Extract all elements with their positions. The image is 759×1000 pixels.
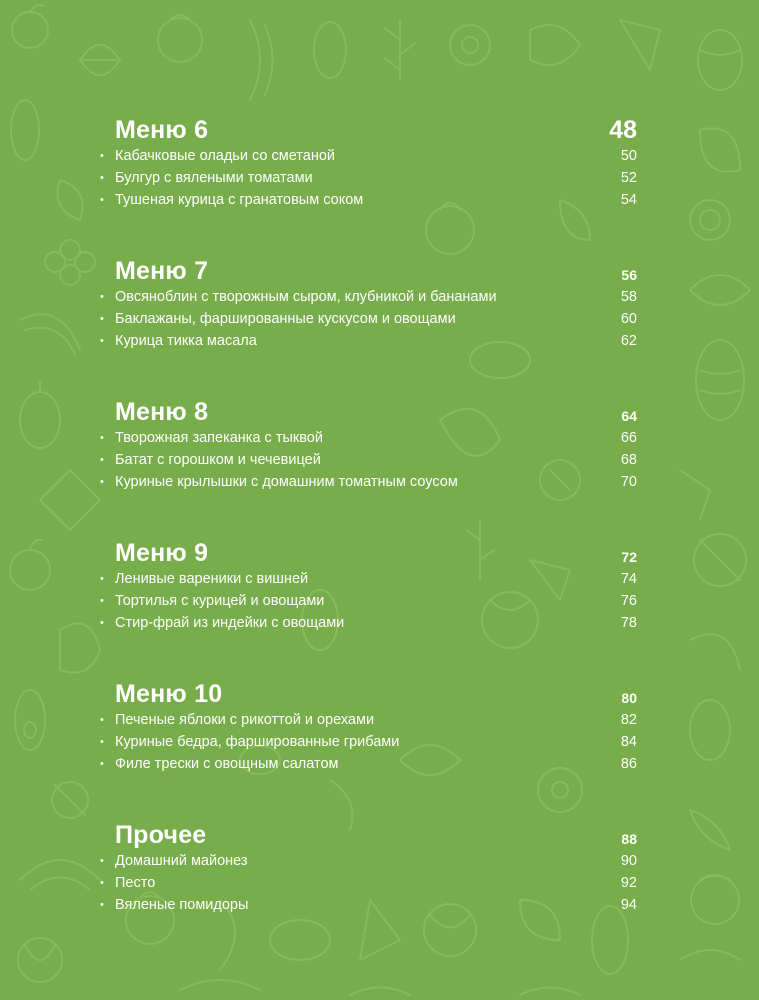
toc-entry[interactable]: [100, 189, 637, 211]
entry-label: Булгур с вялеными томатами: [115, 170, 313, 186]
entry-page-number: 76: [620, 593, 637, 609]
toc-entry[interactable]: [100, 731, 637, 753]
bullet-icon: •: [100, 335, 104, 347]
entry-label: Кабачковые оладьи со сметаной: [115, 148, 336, 164]
bullet-icon: •: [100, 150, 104, 162]
toc-entry[interactable]: [100, 590, 637, 612]
entry-page-number: 50: [620, 148, 637, 164]
entry-page-number: 82: [620, 712, 637, 728]
entry-label: Батат с горошком и чечевицей: [115, 452, 321, 468]
entry-page-number: 92: [620, 875, 637, 891]
entry-page-number: 54: [620, 192, 637, 208]
toc-entry[interactable]: [100, 709, 637, 731]
bullet-icon: •: [100, 291, 104, 303]
bullet-icon: •: [100, 194, 104, 206]
section-page-number: 80: [621, 690, 637, 706]
toc-section: [100, 536, 637, 634]
section-title: Меню 7: [115, 257, 209, 285]
entry-page-number: 52: [620, 170, 637, 186]
table-of-contents: [100, 113, 637, 959]
entry-label: Баклажаны, фаршированные кускусом и овощами: [115, 311, 456, 327]
bullet-icon: •: [100, 313, 104, 325]
section-title: Меню 6: [115, 116, 209, 144]
bullet-icon: •: [100, 714, 104, 726]
entry-page-number: 86: [620, 756, 637, 772]
bullet-icon: •: [100, 573, 104, 585]
section-heading[interactable]: [100, 113, 637, 145]
entry-label: Филе трески с овощным салатом: [115, 756, 339, 772]
toc-entry[interactable]: [100, 145, 637, 167]
entry-page-number: 94: [620, 897, 637, 913]
toc-section: [100, 818, 637, 916]
toc-entry[interactable]: [100, 471, 637, 493]
bullet-icon: •: [100, 736, 104, 748]
section-heading[interactable]: [100, 818, 637, 850]
section-heading[interactable]: [100, 677, 637, 709]
toc-entry[interactable]: [100, 167, 637, 189]
toc-entry[interactable]: [100, 308, 637, 330]
bullet-icon: •: [100, 899, 104, 911]
entry-label: Вяленые помидоры: [115, 897, 249, 913]
entry-page-number: 78: [620, 615, 637, 631]
entry-label: Тушеная курица с гранатовым соком: [115, 192, 364, 208]
bullet-icon: •: [100, 758, 104, 770]
entry-label: Творожная запеканка с тыквой: [115, 430, 323, 446]
entry-page-number: 68: [620, 452, 637, 468]
entry-page-number: 60: [620, 311, 637, 327]
entry-label: Овсяноблин с творожным сыром, клубникой и бананами: [115, 289, 497, 305]
toc-entry[interactable]: [100, 449, 637, 471]
section-title: Меню 8: [115, 398, 209, 426]
toc-section: [100, 254, 637, 352]
bullet-icon: •: [100, 617, 104, 629]
section-page-number: 48: [609, 116, 637, 144]
section-heading[interactable]: [100, 254, 637, 286]
entry-label: Ленивые вареники с вишней: [115, 571, 309, 587]
bullet-icon: •: [100, 172, 104, 184]
entry-page-number: 90: [620, 853, 637, 869]
entry-page-number: 62: [620, 333, 637, 349]
section-page-number: 56: [621, 267, 637, 283]
section-title: Меню 9: [115, 539, 209, 567]
toc-entry[interactable]: [100, 753, 637, 775]
toc-section: [100, 677, 637, 775]
entry-label: Стир-фрай из индейки с овощами: [115, 615, 345, 631]
section-heading[interactable]: [100, 395, 637, 427]
toc-entry[interactable]: [100, 330, 637, 352]
entry-page-number: 84: [620, 734, 637, 750]
entry-label: Песто: [115, 875, 156, 891]
section-page-number: 72: [621, 549, 637, 565]
section-page-number: 88: [621, 831, 637, 847]
section-title: Прочее: [115, 821, 207, 849]
section-page-number: 64: [621, 408, 637, 424]
bullet-icon: •: [100, 595, 104, 607]
entry-page-number: 58: [620, 289, 637, 305]
toc-entry[interactable]: [100, 894, 637, 916]
entry-label: Печеные яблоки с рикоттой и орехами: [115, 712, 375, 728]
toc-section: [100, 113, 637, 211]
section-title: Меню 10: [115, 680, 223, 708]
entry-page-number: 66: [620, 430, 637, 446]
entry-page-number: 70: [620, 474, 637, 490]
toc-entry[interactable]: [100, 612, 637, 634]
entry-label: Тортилья с курицей и овощами: [115, 593, 325, 609]
entry-label: Домашний майонез: [115, 853, 248, 869]
bullet-icon: •: [100, 454, 104, 466]
bullet-icon: •: [100, 877, 104, 889]
bullet-icon: •: [100, 476, 104, 488]
entry-label: Куриные крылышки с домашним томатным соусом: [115, 474, 458, 490]
entry-label: Куриные бедра, фаршированные грибами: [115, 734, 400, 750]
entry-label: Курица тикка масала: [115, 333, 257, 349]
bullet-icon: •: [100, 432, 104, 444]
toc-entry[interactable]: [100, 427, 637, 449]
toc-entry[interactable]: [100, 872, 637, 894]
toc-entry[interactable]: [100, 286, 637, 308]
toc-section: [100, 395, 637, 493]
bullet-icon: •: [100, 855, 104, 867]
entry-page-number: 74: [620, 571, 637, 587]
section-heading[interactable]: [100, 536, 637, 568]
toc-entry[interactable]: [100, 568, 637, 590]
toc-entry[interactable]: [100, 850, 637, 872]
